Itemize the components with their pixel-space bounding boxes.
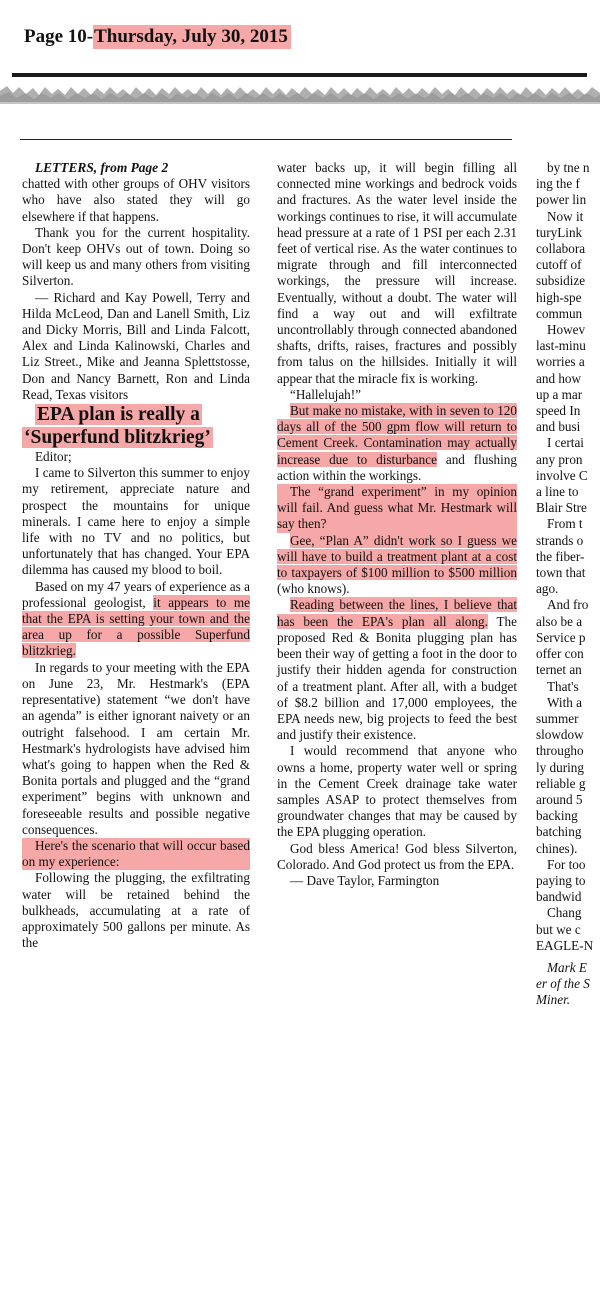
text-line: offer con [536,646,584,662]
paragraph-clipped [536,695,600,857]
paragraph-clipped [536,905,600,954]
letter-headline [22,403,250,449]
text-line: a line to [536,484,579,500]
text-line: ternet an [536,662,582,678]
text-line: reliable g [536,775,586,791]
paragraph-signature: — Dave Taylor, Farmington [290,872,440,888]
paragraph-clipped [536,597,600,678]
text-line: worries a [536,354,585,370]
text-line: I certai [547,435,584,451]
paragraph-salutation: Editor; [35,449,72,465]
highlighted-text: Gee, “Plan A” didn't work so I guess we will have to build a treatment plant at a cost to taxpayers of $100 million to $500 million [277,532,517,581]
text-line: by tne n [547,160,590,175]
highlighted-paragraph: The “grand experiment” in my opinion will fail. And guess what Mr. Hestmark will say then? [277,484,517,532]
paragraph-clipped [536,516,600,597]
column-3-clipped [536,160,600,1009]
column-1 [22,160,250,951]
paragraph: Following the plugging, the exfiltrating water will be retained behind the bulkheads, accumulating at a rate of approximately 500 gallons per minute. As the [22,870,250,951]
paragraph-clipped [536,857,600,906]
text-line: and how [536,370,582,386]
text-line: bandwid [536,889,582,905]
text-line: any pron [536,451,583,467]
text-line: turyLink [536,224,583,240]
text-line: commun [536,305,583,321]
text-line: EAGLE-N [536,937,594,953]
paragraph: Thank you for the current hospitality. Don't keep OHVs out of town. Doing so will keep us and many others from visiting Silverton. [22,224,250,289]
text-line: strands o [536,532,584,548]
highlighted-text: it appears to me that the EPA is setting your town and the area up for a possible Superfund blitzkrieg. [22,594,251,659]
text-line: Miner. [536,992,571,1008]
text-line: summer [536,710,579,726]
text-line: up a mar [536,386,583,402]
text-line: backing [536,808,578,824]
text-line: paying to [536,872,586,888]
text-line: last-minu [536,338,586,354]
text-line: Mark E [547,959,587,975]
paragraph-text: (who knows). [277,581,350,597]
text-line: througho [536,743,584,759]
text-line: Blair Stre [536,500,587,516]
paragraph-clipped [536,160,600,209]
paragraph-clipped [536,679,600,695]
torn-paper-edge [0,82,600,110]
issue-date-highlight: Thursday, July 30, 2015 [93,25,291,49]
text-line: And fro [547,597,589,613]
paragraph-clipped [536,435,600,516]
text-line: er of the S [536,976,590,992]
page-number-label: Page 10- [24,26,94,47]
text-line: Howev [547,322,586,338]
highlighted-paragraph [277,597,517,743]
text-line: For too [547,856,586,872]
text-line: but we c [536,921,581,937]
text-line: power lin [536,192,587,208]
paragraph-byline-clipped [536,960,600,1009]
continued-from-label: LETTERS, from Page 2 [35,160,169,175]
torn-edge-graphic [0,82,600,110]
text-line: batching [536,824,582,840]
text-line: and busi [536,419,581,435]
text-line: slowdow [536,727,584,743]
paragraph: I would recommend that anyone who owns a home, property water well or spring in the Cement Creek drainage take water samples ASAP to protect themselves from groundwater changes that may be caused by the EPA plugging operation. [277,743,517,840]
paragraph: In regards to your meeting with the EPA on June 23, Mr. Hestmark's (EPA representative) statement “we don't have an agenda” is either ignorant naivety or an outright falsehood. I am certain Mr. Hestmark's hydrologists have advised him what's going to happen when the Red & Bonita portals and plugged and the “grand experiment” begins with unknown and foreseeable results and possible negative consequences. [22,659,250,837]
text-line: chines). [536,840,578,856]
text-line: That's [547,678,579,694]
letter-headline-line-1: EPA plan is really a [37,404,200,426]
highlighted-paragraph [277,533,517,598]
text-line: also be a [536,613,583,629]
paragraph-clipped [536,322,600,435]
paragraph-text: Based on my 47 years of experience as a professional geologist, [22,578,250,610]
masthead-rule [12,73,587,77]
text-line: the fiber- [536,548,585,564]
page-masthead [24,26,584,56]
paragraph: water backs up, it will begin filling all connected mine workings and bedrock voids and fractures. As the water level inside the workings continues to rise, it will accumulate head pressure at a rate of 1 PSI per each 2.31 feet of vertical rise. As the water continues to migrate through and fill interconnected workings, the pressure will increase. Eventually, without a doubt. The water will find a way out and will exfiltrate uncontrollably through connected abandoned shafts, drifts, raises, fractures and possibly from talus on the hillsides. Initially it will appear that the miracle fix is working. [277,160,517,386]
text-line: ago. [536,581,559,597]
text-line: speed In [536,403,581,419]
highlighted-text: But make no mistake, with in seven to 120 days all of the 500 gpm flow will return to Cement Creek. Contamination may actually increase due to disturbance [277,403,517,467]
text-line: collabora [536,241,586,257]
text-line: high-spe [536,289,582,305]
letter-headline-line-2: ‘Superfund blitzkrieg’ [24,427,211,449]
text-line: From t [547,516,583,532]
text-line: Chang [547,905,582,921]
paragraph-with-highlight [22,579,250,660]
text-line: cutoff of [536,257,582,273]
highlighted-paragraph: Here's the scenario that will occur based on my experience: [22,837,250,870]
text-line: involve C [536,467,588,483]
text-line: ing the f [536,176,580,192]
highlighted-paragraph [277,403,517,484]
paragraph-text: and flushing action within the workings. [277,451,517,483]
highlighted-text: Reading between the lines, I believe that has been the EPA's plan all along. [277,597,517,629]
text-line: Service p [536,629,586,645]
text-line: town that [536,565,586,581]
paragraph: God bless America! God bless Silverton, Colorado. And God protect us from the EPA. [277,840,517,872]
text-line: Now it [547,208,584,224]
paragraph-clipped [536,209,600,322]
paragraph: I came to Silverton this summer to enjoy my retirement, appreciate nature and prospect the mountains for unique minerals. I came here to enjoy a simple life with no TV and no politics, but unfortunately that has changed. Your EPA dilemma has caused my blood to boil. [22,465,250,578]
paragraph-text: The proposed Red & Bonita plugging plan has been their way of getting a foot in the door to justify their hidden agenda for construction of a treatment plant. After all, with a budget of $8.2 billion and 17,000 employees, the EPA needs new, big projects to feed the best and justify their existence. [277,613,517,743]
paragraph-signature: — Richard and Kay Powell, Terry and Hilda McLeod, Dan and Lanell Smith, Liz and Dicky Morris, Bill and Linda Falcott, Alex and Linda Kalinowski, Charles and Liz Street., Mike and Jeanna Splettstosse, Don and Nancy Barnett, Ron and Linda Read, Texas visitors [22,289,250,402]
text-line: subsidize [536,273,586,289]
text-line: around 5 [536,791,583,807]
text-line: ly during [536,759,584,775]
text-line: With a [547,694,582,710]
column-divider-rule [20,139,512,140]
column-2 [277,160,517,889]
paragraph: “Hallelujah!” [290,386,362,402]
paragraph: chatted with other groups of OHV visitors who have also stated they will go elsewhere if that happens. [22,176,250,224]
